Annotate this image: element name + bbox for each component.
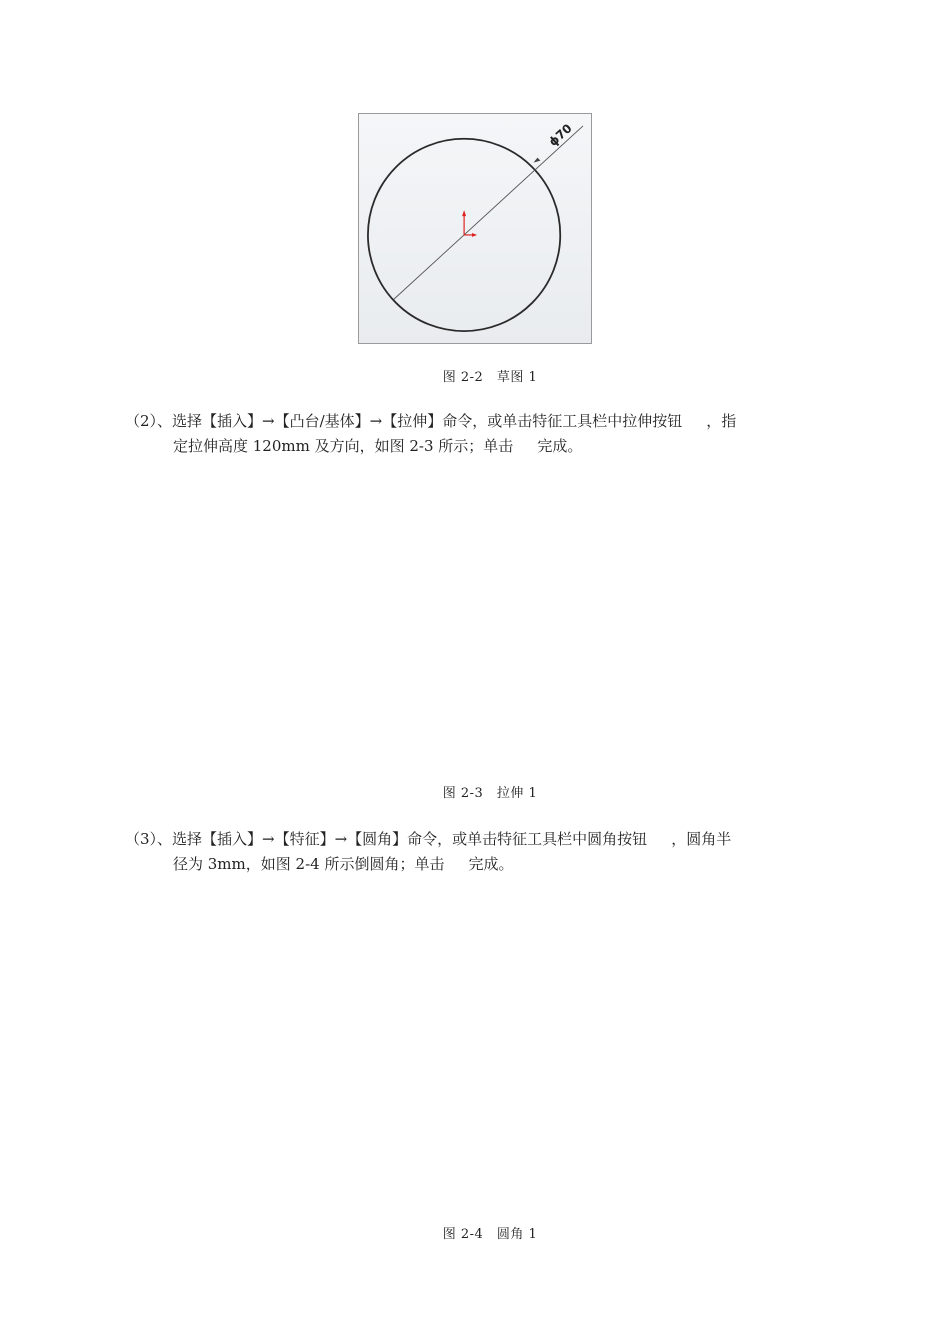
- origin-icon: [462, 210, 477, 237]
- extrude-figure-placeholder: [300, 470, 650, 770]
- figure-2-2-caption: 图 2-2 草图 1: [442, 370, 538, 385]
- confirm-ok-icon[interactable]: [513, 440, 537, 454]
- sketch-drawing: [359, 114, 591, 343]
- step-2-line-1: （2）、选择【插入】→【凸台/基体】→【拉伸】命令，或单击特征工具栏中拉伸按钮 ，指: [125, 412, 737, 430]
- diameter-dimension-line: [394, 126, 583, 299]
- dimension-arrow-icon: [533, 158, 540, 163]
- fillet-figure-placeholder: [300, 890, 650, 1210]
- extrude-button-icon[interactable]: [682, 415, 706, 429]
- step-2-line-2: 定拉伸高度 120mm 及方向，如图 2-3 所示；单击 完成。: [173, 437, 583, 455]
- diameter-label: ϕ70: [545, 121, 575, 149]
- confirm-ok-icon[interactable]: [444, 858, 468, 872]
- step-3-paragraph: [125, 827, 825, 877]
- step-3-line-1: （3）、选择【插入】→【特征】→【圆角】命令，或单击特征工具栏中圆角按钮 ，圆角半: [125, 830, 732, 848]
- figure-2-3-caption: 图 2-3 拉伸 1: [442, 786, 538, 801]
- figure-2-4-caption: 图 2-4 圆角 1: [442, 1227, 538, 1242]
- step-3-line-2: 径为 3mm，如图 2-4 所示倒圆角；单击 完成。: [173, 855, 514, 873]
- fillet-button-icon[interactable]: [647, 833, 671, 847]
- step-2-paragraph: [125, 409, 825, 459]
- sketch-figure: [358, 113, 592, 344]
